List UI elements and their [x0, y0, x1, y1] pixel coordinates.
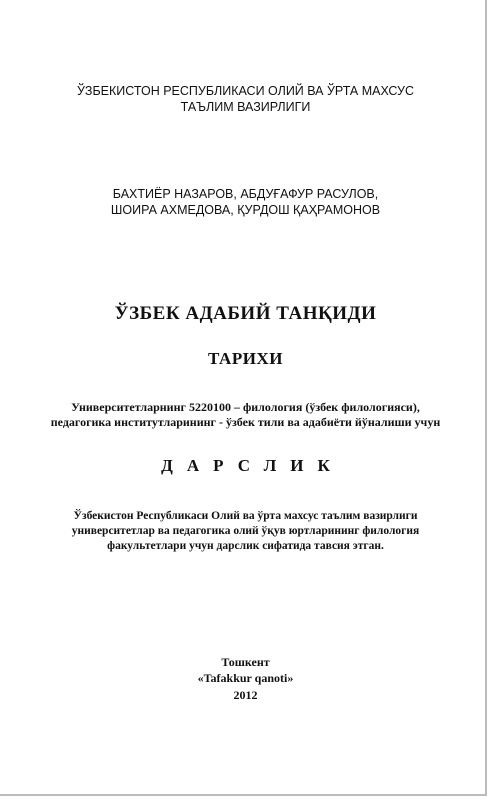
book-kind: ДАРСЛИК — [161, 456, 344, 475]
approval-line-1: Ўзбекистон Республикаси Олий ва ўрта махсус таълим вазирлиги — [73, 510, 418, 522]
ministry-line-2: ТАЪЛИМ ВАЗИРЛИГИ — [180, 100, 311, 114]
description-line-2: педагогика институтларининг - ўзбек тили ва адабиёти йўналиши учун — [50, 415, 441, 429]
description-line-1: Университетларнинг 5220100 – филология (ўзбек филологияси), — [71, 400, 420, 414]
book-subtitle: ТАРИХИ — [208, 349, 283, 368]
book-title: ЎЗБЕК АДАБИЙ ТАНҚИДИ — [114, 303, 377, 324]
imprint-publisher: «Tafakkur qanoti» — [197, 671, 294, 685]
imprint-year: 2012 — [233, 688, 258, 702]
authors-line-2: ШОИРА АХМЕДОВА, ҚУРДОШ ҚАҲРАМОНОВ — [110, 203, 381, 217]
approval-line-3: факультетлари учун дарслик сифатида тавсия этган. — [107, 540, 384, 552]
authors-line-1: БАХТИЁР НАЗАРОВ, АБДУҒАФУР РАСУЛОВ, — [112, 187, 379, 201]
ministry-line-1: ЎЗБЕКИСТОН РЕСПУБЛИКАСИ ОЛИЙ ВА ЎРТА МАХСУС — [76, 84, 414, 98]
imprint-city: Тошкент — [221, 655, 270, 669]
approval-line-2: университетлар ва педагогика олий ўқув юртларининг филология — [71, 525, 420, 537]
